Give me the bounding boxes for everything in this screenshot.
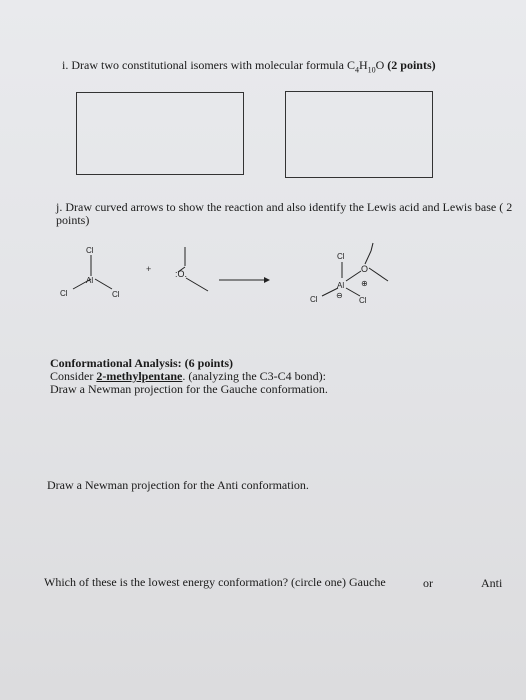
r2-oxygen: :O. bbox=[175, 269, 188, 279]
r1-cl-left: Cl bbox=[60, 289, 68, 298]
plus-sign: + bbox=[146, 264, 152, 274]
gauche-prompt: Draw a Newman projection for the Gauche conformation. bbox=[50, 382, 328, 396]
consider-prefix: Consider bbox=[50, 369, 97, 383]
question-i-prefix: i. Draw two constitutional isomers with molecular formula C bbox=[62, 58, 355, 72]
anti-prompt: Draw a Newman projection for the Anti conformation. bbox=[47, 478, 309, 492]
p-cl-top: Cl bbox=[337, 252, 345, 261]
lowest-energy-question: Which of these is the lowest energy conformation? (circle one) Gauche bbox=[44, 575, 386, 589]
question-j-line2: points) bbox=[56, 213, 90, 227]
subscript-4: 4 bbox=[354, 65, 359, 75]
p-cl-right: Cl bbox=[359, 296, 367, 305]
r1-cl-top: Cl bbox=[86, 246, 94, 255]
question-j-line1: j. Draw curved arrows to show the reaction and also identify the Lewis acid and Lewis base ( 2 bbox=[56, 200, 513, 214]
question-i-o: O bbox=[375, 58, 385, 72]
r1-al: Al bbox=[86, 276, 94, 285]
reaction-arrow bbox=[219, 277, 270, 283]
p-cl-left: Cl bbox=[310, 295, 318, 304]
r1-cl-right: Cl bbox=[112, 290, 120, 299]
conformational-heading: Conformational Analysis: (6 points) bbox=[50, 356, 234, 370]
p-oxygen: O bbox=[361, 264, 369, 274]
p-al: Al bbox=[337, 281, 345, 290]
option-or: or bbox=[423, 576, 433, 590]
compound-name: 2-methylpentane bbox=[96, 369, 183, 383]
question-i-h: H bbox=[358, 58, 368, 72]
p-plus-charge: ⊕ bbox=[361, 279, 368, 288]
consider-suffix: . (analyzing the C3-C4 bond): bbox=[182, 369, 326, 383]
consider-line bbox=[50, 369, 326, 383]
p-minus-charge: ⊖ bbox=[336, 291, 343, 300]
product-molecule bbox=[322, 243, 388, 296]
question-i-points: (2 points) bbox=[384, 58, 436, 72]
option-anti[interactable]: Anti bbox=[481, 576, 503, 590]
subscript-10: 10 bbox=[367, 65, 376, 75]
